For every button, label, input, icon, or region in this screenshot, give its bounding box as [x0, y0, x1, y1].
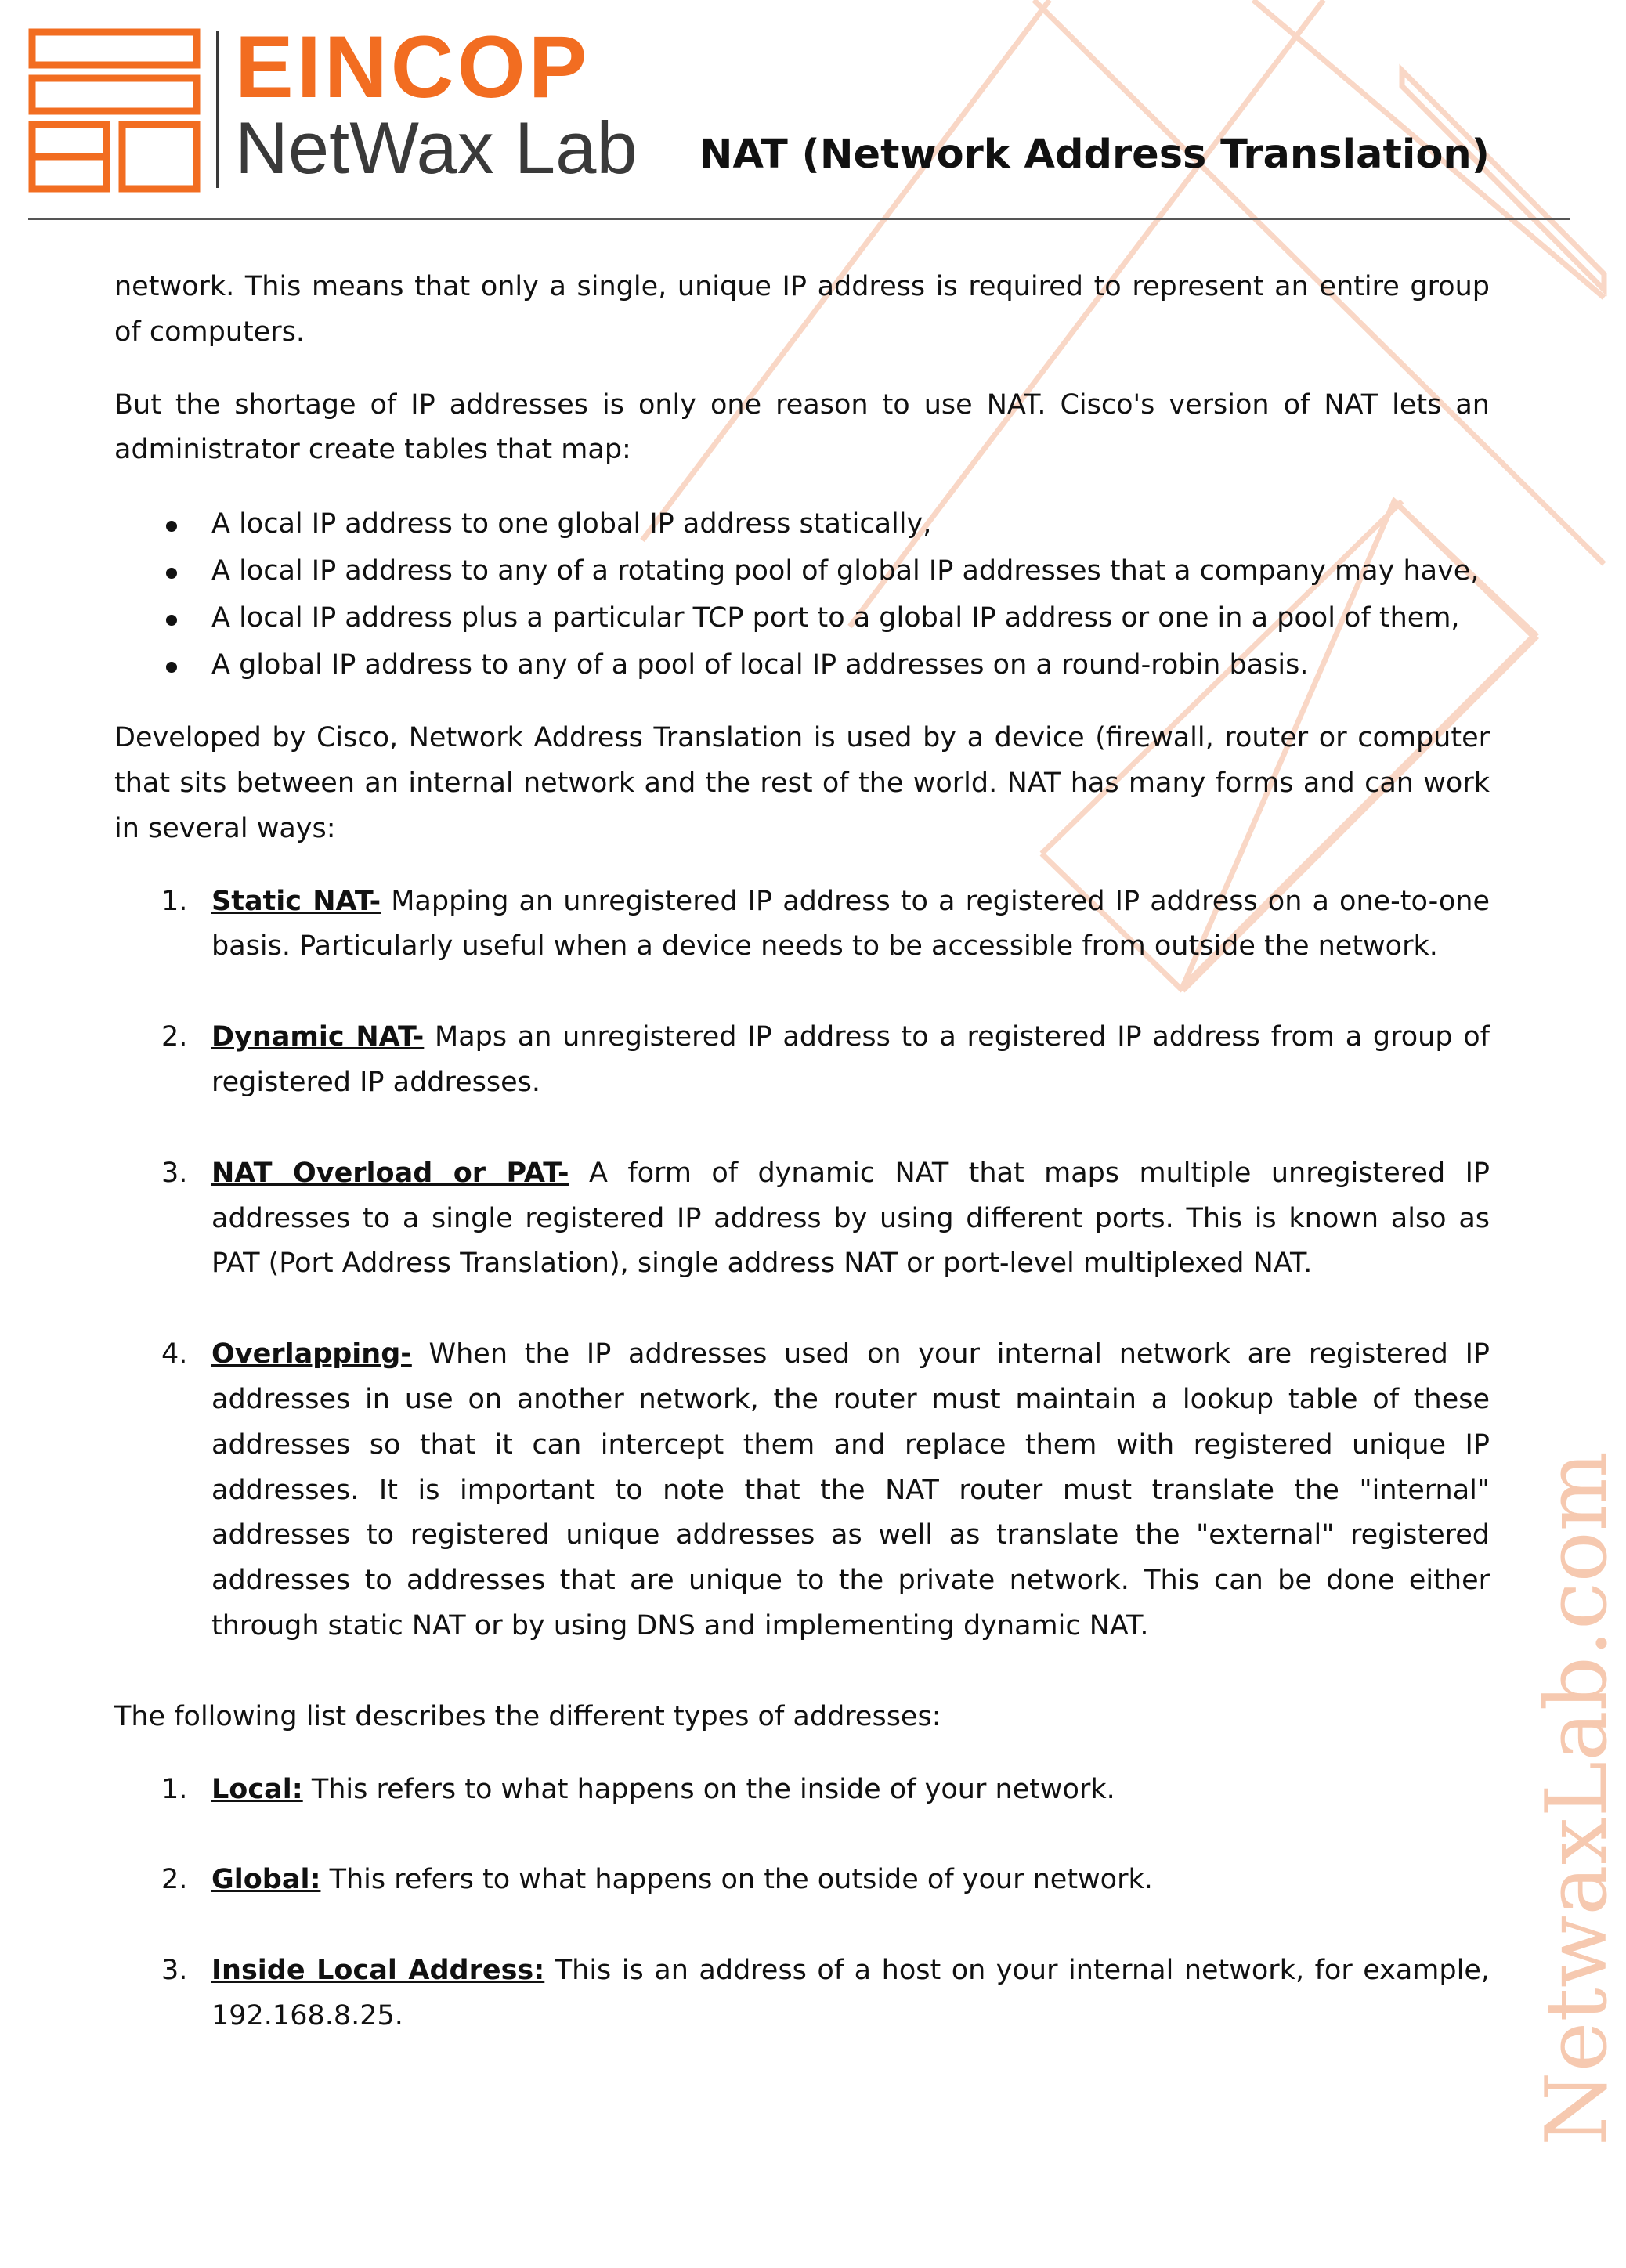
- paragraph: The following list describes the different types of addresses:: [114, 1700, 941, 1732]
- list-item: 1. Local: This refers to what happens on the inside of your network.: [161, 1773, 1115, 1805]
- bullet-icon: [166, 662, 177, 673]
- logo-divider: [216, 31, 219, 188]
- term-heading: Global:: [211, 1864, 321, 1896]
- term-heading: Overlapping-: [211, 1338, 412, 1371]
- site-watermark: NetwaxLab.com: [1528, 1450, 1626, 2146]
- paragraph: Developed by Cisco, Network Address Translation is used by a device (firewall, router or computer that sits between an internal network and the rest of the world. NAT has many forms and can work in several ways:: [114, 722, 1490, 844]
- list-item: 4. Overlapping- When the IP addresses used on your internal network are registered IP addresses in use on another network, the router must maintain a lookup table of these addresses so that it can intercept them and replace them with registered unique IP addresses. It is important to note that the NAT router must translate the "internal" addresses to registered unique addresses as well as translate the "external" registered addresses to addresses that are unique to the private network. This can be done either through static NAT or by using DNS and implementing dynamic NAT.: [161, 1338, 1490, 1641]
- list-item: A local IP address to any of a rotating pool of global IP addresses that a company may have,: [114, 547, 1490, 594]
- bullet-icon: [166, 568, 177, 579]
- brand-name: EINCOP: [235, 18, 591, 116]
- eincop-logo-icon: [28, 28, 201, 193]
- document-title: NAT (Network Address Translation): [699, 132, 1490, 178]
- term-heading: Inside Local Address:: [211, 1955, 545, 1987]
- list-item: 2. Dynamic NAT- Maps an unregistered IP address to a registered IP address from a group of registered IP addresses.: [161, 1021, 1490, 1098]
- list-item: A global IP address to any of a pool of local IP addresses on a round-robin basis.: [114, 641, 1490, 688]
- brand-subtitle: NetWax Lab: [235, 107, 638, 189]
- list-item: A local IP address plus a particular TCP port to a global IP address or one in a pool of them,: [114, 594, 1490, 641]
- bullet-icon: [166, 521, 177, 532]
- term-heading: Dynamic NAT-: [211, 1021, 425, 1053]
- term-heading: NAT Overload or PAT-: [211, 1157, 569, 1189]
- list-item: 2. Global: This refers to what happens on the outside of your network.: [161, 1864, 1153, 1896]
- mapping-list: [114, 500, 1490, 688]
- nat-types-list: [114, 879, 1490, 1649]
- address-types-list: [114, 1768, 1490, 2039]
- page-header: [0, 0, 1604, 227]
- list-item: 3. Inside Local Address: This is an address of a host on your internal network, for example, 192.168.8.25.: [161, 1955, 1490, 2031]
- list-item: 1. Static NAT- Mapping an unregistered IP address to a registered IP address on a one-to-one basis. Particularly useful when a device needs to be accessible from outside the network.: [161, 885, 1490, 962]
- bullet-icon: [166, 615, 177, 626]
- list-item: A local IP address to one global IP address statically,: [114, 500, 1490, 547]
- list-item: 3. NAT Overload or PAT- A form of dynamic NAT that maps multiple unregistered IP addresses to a single registered IP address by using different ports. This is known also as PAT (Port Address Translation), single address NAT or port-level multiplexed NAT.: [161, 1157, 1490, 1280]
- document-body: [114, 265, 1490, 2039]
- term-heading: Local:: [211, 1773, 303, 1805]
- term-heading: Static NAT-: [211, 885, 381, 917]
- header-divider: [28, 218, 1570, 220]
- paragraph: But the shortage of IP addresses is only one reason to use NAT. Cisco's version of NAT lets an administrator create tables that map:: [114, 388, 1490, 466]
- paragraph: network. This means that only a single, unique IP address is required to represent an entire group of computers.: [114, 271, 1490, 348]
